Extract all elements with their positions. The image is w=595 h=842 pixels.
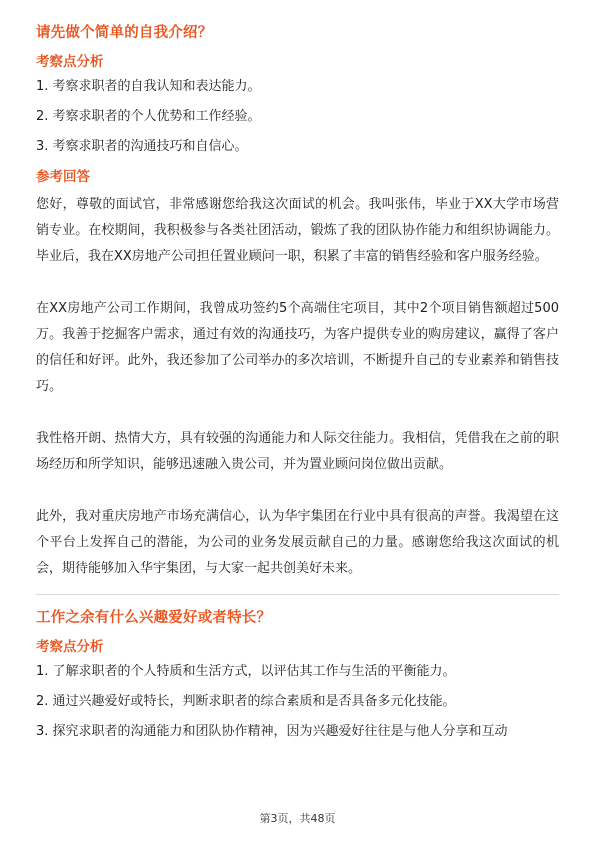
analysis-point: 1. 考察求职者的自我认知和表达能力。	[36, 79, 261, 94]
answer-paragraph: 此外，我对重庆房地产市场充满信心，认为华宇集团在行业中具有很高的声誉。我渴望在这个平台上发挥自己的潜能，为公司的业务发展贡献自己的力量。感谢您给我这次面试的机会，期待能够加入华宇集团，与大家一起共创美好未来。	[36, 509, 559, 576]
answer-paragraph: 在XX房地产公司工作期间，我曾成功签约5个高端住宅项目，其中2个项目销售额超过500万。我善于挖掘客户需求，通过有效的沟通技巧，为客户提供专业的购房建议，赢得了客户的信任和好评。此外，我还参加了公司举办的多次培训，不断提升自己的专业素养和销售技巧。	[36, 301, 559, 394]
analysis-point: 2. 通过兴趣爱好或特长，判断求职者的综合素质和是否具备多元化技能。	[36, 694, 456, 709]
analysis-point: 2. 考察求职者的个人优势和工作经验。	[36, 109, 261, 124]
section-divider	[36, 594, 559, 595]
page-content	[36, 22, 559, 752]
page-number: 第3页，共48页	[259, 812, 336, 825]
answer-paragraph: 您好，尊敬的面试官，非常感谢您给我这次面试的机会。我叫张伟，毕业于XX大学市场营销专业。在校期间，我积极参与各类社团活动，锻炼了我的团队协作能力和组织协调能力。毕业后，我在XX房地产公司担任置业顾问一职，积累了丰富的销售经验和客户服务经验。	[36, 197, 559, 264]
analysis-heading: 考察点分析	[36, 639, 104, 655]
analysis-point: 1. 了解求职者的个人特质和生活方式，以评估其工作与生活的平衡能力。	[36, 664, 456, 679]
analysis-point: 3. 探究求职者的沟通能力和团队协作精神，因为兴趣爱好往往是与他人分享和互动	[36, 724, 508, 739]
question-title: 请先做个简单的自我介绍？	[36, 25, 213, 41]
analysis-heading: 考察点分析	[36, 54, 104, 70]
answer-paragraph: 我性格开朗、热情大方，具有较强的沟通能力和人际交往能力。我相信，凭借我在之前的职场经历和所学知识，能够迅速融入贵公司，并为置业顾问岗位做出贡献。	[36, 431, 559, 472]
answer-heading: 参考回答	[36, 169, 90, 185]
question-title: 工作之余有什么兴趣爱好或者特长？	[36, 610, 272, 626]
analysis-point: 3. 考察求职者的沟通技巧和自信心。	[36, 139, 248, 154]
